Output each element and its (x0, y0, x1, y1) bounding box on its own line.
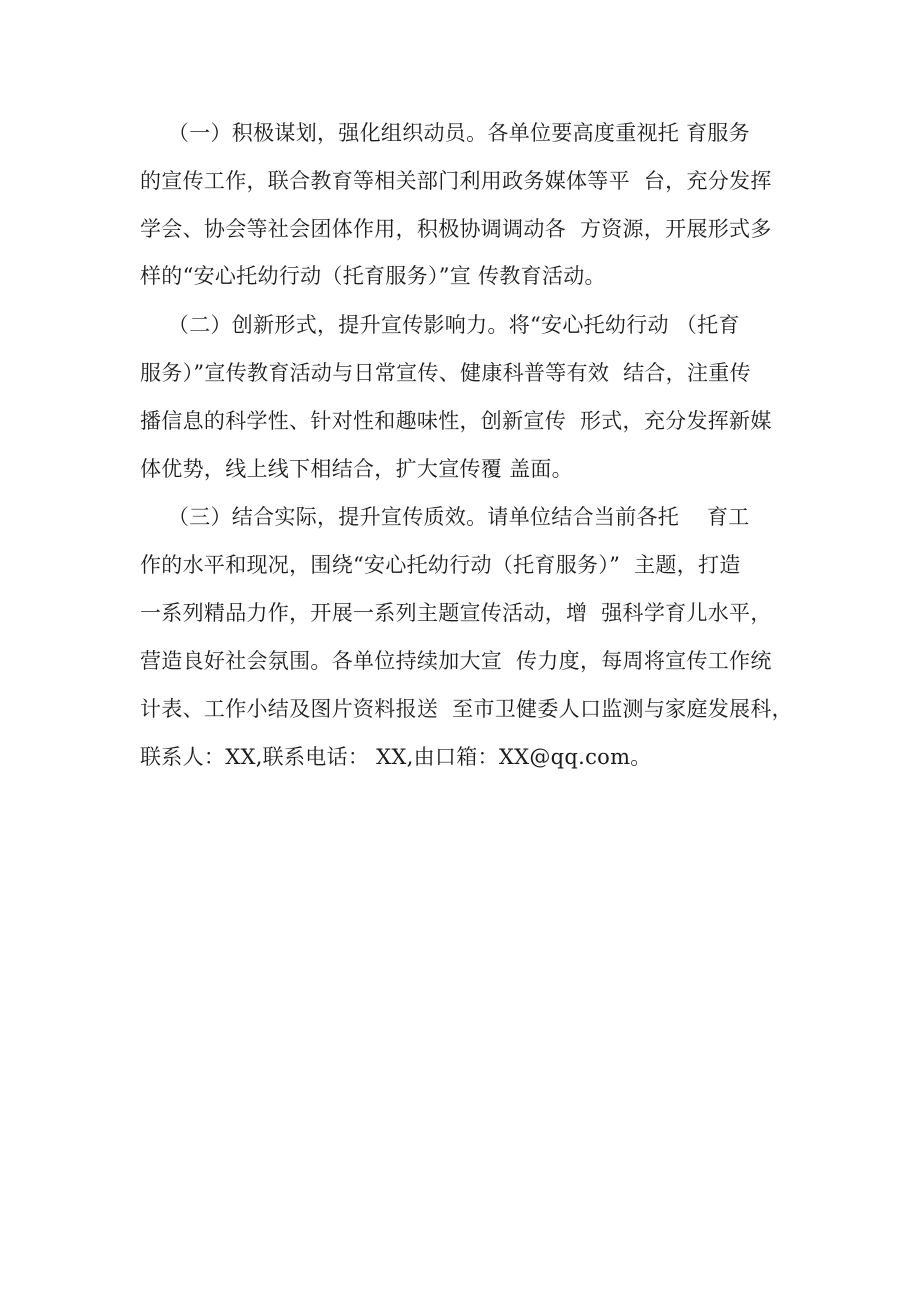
paragraph-1-line-1: （一）积极谋划，强化组织动员。各单位要高度重视托 育服务 (140, 121, 750, 145)
paragraph-3-line-4: 营造良好社会氛围。各单位持续加大宣 传力度，每周将宣传工作统 (140, 649, 772, 673)
paragraph-2-line-1: （二）创新形式，提升宣传影响力。将“安心托幼行动 （托育 (140, 313, 740, 337)
paragraph-3-line-6: 联系人：XX,联系电话： XX,由口箱：XX@qq.com。 (140, 745, 652, 769)
paragraph-2-line-2: 服务）”宣传教育活动与日常宣传、健康科普等有效 结合，注重传 (140, 361, 751, 385)
paragraph-2-line-3: 播信息的科学性、针对性和趣味性，创新宣传 形式，充分发挥新媒 (140, 409, 772, 433)
paragraph-1-line-4: 样的“安心托幼行动（托育服务）”宣 传教育活动。 (140, 264, 606, 288)
paragraph-1-line-2: 的宣传工作，联合教育等相关部门利用政务媒体等平 台，充分发挥 (140, 169, 772, 193)
paragraph-3-line-5: 计表、工作小结及图片资料报送 至市卫健委人口监测与家庭发展科， (140, 697, 793, 721)
paragraph-1-line-3: 学会、协会等社会团体作用，积极协调调动各 方资源，开展形式多 (140, 217, 772, 241)
paragraph-2-line-4: 体优势，线上线下相结合，扩大宣传覆 盖面。 (140, 457, 573, 481)
paragraph-3-line-1: （三）结合实际，提升宣传质效。请单位结合当前各托 育工 (140, 505, 750, 529)
paragraph-3-line-2: 作的水平和现况，围绕“安心托幼行动（托育服务）” 主题，打造 (140, 553, 741, 577)
paragraph-3-line-3: 一系列精品力作，开展一系列主题宣传活动，增 强科学育儿水平， (140, 601, 772, 625)
